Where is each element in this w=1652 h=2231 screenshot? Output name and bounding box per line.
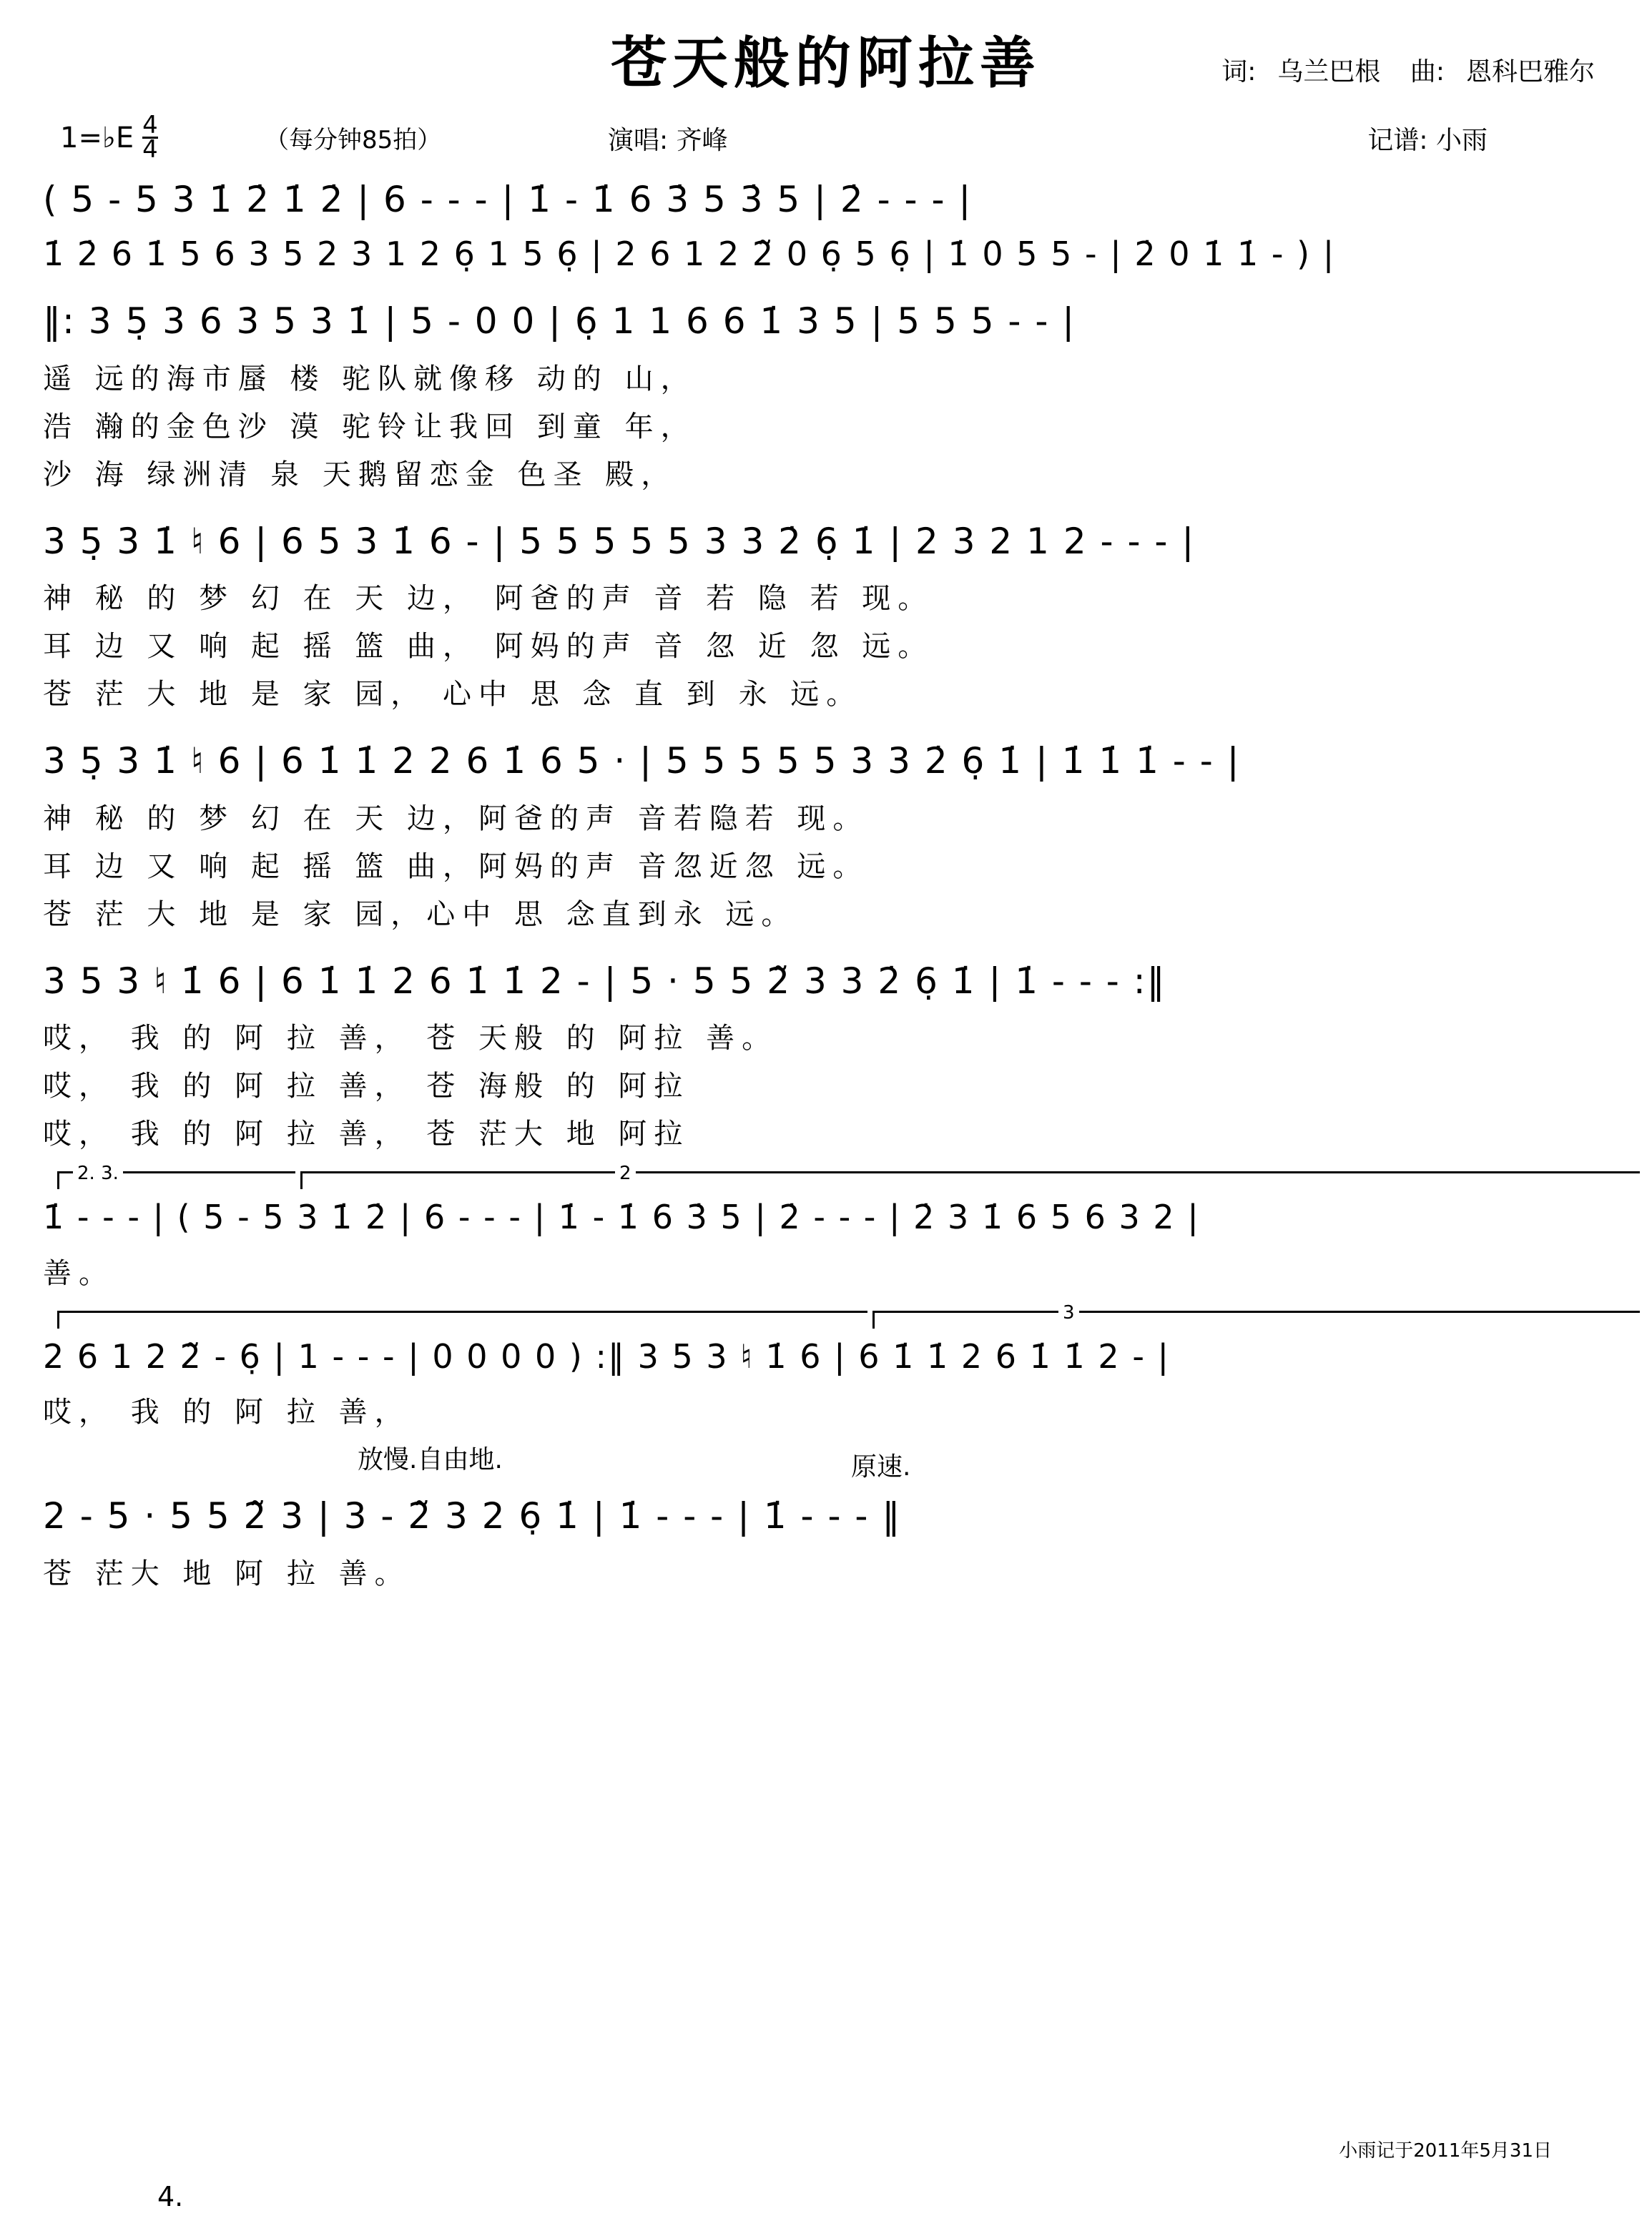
notation-row: ( 5 - 5 3 1̇ 2̇ 1̇ 2̇ | 6 - - - | 1̇ - 1̇ 6 3̇ 5 3̇ 5 | 2̇ - - - | <box>43 179 973 220</box>
spacer <box>0 279 1652 292</box>
lyric-line: 哎， 我 的 阿 拉 善， 苍 茫大 地 阿拉 <box>43 1118 690 1151</box>
ending-bracket-row-3 <box>43 1301 1609 1329</box>
music-line-coda-1 <box>43 1329 1609 1437</box>
music-line-verse-2 <box>43 512 1609 719</box>
lyric-line: 苍 茫 大 地 是 家 园，心中 思 念直到永 远。 <box>43 897 797 931</box>
lyrics-block <box>43 788 1609 939</box>
composer-name: 恩科巴雅尔 <box>1465 57 1595 87</box>
spacer <box>0 1158 1652 1171</box>
music-line-coda-2 <box>43 1487 1609 1598</box>
lyric-line: 耳 边 又 响 起 摇 篮 曲， 阿妈的声 音 忽 近 忽 远。 <box>43 630 934 663</box>
spacer <box>0 1298 1652 1311</box>
key-signature <box>60 111 167 164</box>
lyrics-block <box>43 1243 1609 1298</box>
time-signature <box>142 111 158 164</box>
singer-name: 齐峰 <box>676 126 728 155</box>
expression-markings-row <box>43 1437 1609 1487</box>
lyric-line: 神 秘 的 梦 幻 在 天 边，阿爸的声 音若隐若 现。 <box>43 802 869 835</box>
lyrics-block <box>43 348 1609 499</box>
music-line-verse-1 <box>43 292 1609 499</box>
title-row <box>0 0 1652 107</box>
notation-row: 1̇ 2̇ 6 1̇ 5 6 3 5 2 3 1 2 6̣ 1 5 6̣ | 2 6 1 2 2̃ 0 6̣ 5 6̣ | 1̇ 0 5 5 - | 2̇ 0 1̇ 1̇ - ) | <box>43 234 1336 273</box>
page-title: 苍天般的阿拉善 <box>610 31 1041 96</box>
marking-a-tempo: 原速. <box>851 1452 911 1482</box>
lyric-line: 苍 茫 大 地 是 家 园， 心中 思 念 直 到 永 远。 <box>43 678 862 711</box>
lyricist-name: 乌兰巴根 <box>1277 57 1381 87</box>
composer-label: 曲: <box>1410 57 1445 87</box>
tempo-marking: （每分钟85拍） <box>265 126 442 154</box>
lyrics-block <box>43 1382 1609 1437</box>
notation-row: 3 5 3 ♮ 1̇ 6 | 6 1̇ 1̇ 2 6 1̇ 1̇ 2 - | 5 · 5 5 2̃ 3 3 2̇ 6̣ 1̇ | 1̇ - - - :‖ <box>43 960 1166 1002</box>
transcription-note: 小雨记于2011年5月31日 <box>1339 2140 1552 2162</box>
spacer <box>0 939 1652 952</box>
ending-bracket-label: 2. 3. <box>73 1163 123 1184</box>
lyrics-block <box>43 1008 1609 1158</box>
key-value: ♭E <box>102 121 134 154</box>
time-numerator: 4 <box>142 111 158 139</box>
ending-bracket-3 <box>872 1311 1640 1329</box>
transcriber-name: 小雨 <box>1435 126 1488 155</box>
music-line-intro-1 <box>43 170 1609 227</box>
music-line-verse-4 <box>43 952 1609 1159</box>
credits <box>1200 51 1595 88</box>
meta-row <box>0 107 1652 170</box>
music-line-ending-23 <box>43 1190 1609 1298</box>
lyrics-block <box>43 1543 1609 1598</box>
key-prefix: 1= <box>60 121 102 154</box>
ending-bracket-label: 3 <box>1058 1302 1079 1324</box>
lyric-line: 善。 <box>43 1256 114 1290</box>
singer <box>608 120 728 157</box>
music-line-intro-2 <box>43 227 1609 280</box>
lyric-line: 遥 远的海市蜃 楼 驼队就像移 动的 山， <box>43 362 697 395</box>
lyric-line: 苍 茫大 地 阿 拉 善。 <box>43 1557 410 1590</box>
notation-row: 1̇ - - - | ( 5 - 5 3 1̇ 2̇ | 6 - - - | 1̇ - 1̇ 6 3̇ 5 | 2̇ - - - | 2̇ 3 1̇ 6 5 6 3 2 | <box>43 1198 1200 1236</box>
ending-bracket-label: 2 <box>615 1163 636 1184</box>
notation-row: 2 6 1 2 2̃ - 6̣ | 1 - - - | 0 0 0 0 ) :‖ 3 5 3 ♮ 1̇ 6 | 6 1̇ 1̇ 2 6 1̇ 1̇ 2 - | <box>43 1336 1171 1376</box>
lyricist-label: 词: <box>1221 57 1257 87</box>
marking-rit: 放慢.自由地. <box>358 1445 503 1474</box>
music-line-verse-3 <box>43 732 1609 939</box>
ending-bracket-row <box>43 1163 1609 1190</box>
lyric-line: 哎， 我 的 阿 拉 善， <box>43 1396 410 1429</box>
notation-row: 3 5̣ 3 1̇ ♮ 6 | 6 1̇ 1̇ 2 2 6 1̇ 6 5 · | 5 5 5 5 5 3 3 2̇ 6̣ 1̇ | 1̇ 1̇ 1̇ - - | <box>43 740 1241 782</box>
notation-row: ‖: 3 5̣ 3 6 3 5 3 1̇ | 5 - 0 0 | 6̣ 1 1 6 6 1̇ 3 5 | 5 5 5 - - | <box>43 300 1076 342</box>
time-denominator: 4 <box>142 135 158 164</box>
spacer <box>0 719 1652 732</box>
lyric-line: 耳 边 又 响 起 摇 篮 曲，阿妈的声 音忽近忽 远。 <box>43 849 869 883</box>
notation-row: 2 - 5 · 5 5 2̃ 3 | 3 - 2̃ 3 2 6̣ 1̇ | 1̇ - - - | 1̇ - - - ‖ <box>43 1495 902 1537</box>
transcriber <box>1367 120 1488 157</box>
lyric-line: 浩 瀚的金色沙 漠 驼铃让我回 到童 年， <box>43 410 697 443</box>
lyrics-block <box>43 568 1609 719</box>
transcriber-label: 记谱: <box>1367 126 1428 155</box>
ending-bracket-2 <box>300 1171 1640 1189</box>
notation-row: 3 5̣ 3 1̇ ♮ 6 | 6 5 3 1̇ 6 - | 5 5 5 5 5 3 3 2̇ 6̣ 1̇ | 2 3 2 1 2 - - - | <box>43 520 1196 562</box>
page-number: 4. <box>157 2181 184 2212</box>
lyric-line: 神 秘 的 梦 幻 在 天 边， 阿爸的声 音 若 隐 若 现。 <box>43 582 934 615</box>
lyric-line: 哎， 我 的 阿 拉 善， 苍 天般 的 阿拉 善。 <box>43 1022 778 1055</box>
lyric-line: 沙 海 绿洲清 泉 天鹅留恋金 色圣 殿， <box>43 458 677 491</box>
ending-bracket-prev <box>57 1311 867 1329</box>
lyric-line: 哎， 我 的 阿 拉 善， 苍 海般 的 阿拉 <box>43 1070 690 1103</box>
spacer <box>0 499 1652 512</box>
singer-label: 演唱: <box>608 126 669 155</box>
